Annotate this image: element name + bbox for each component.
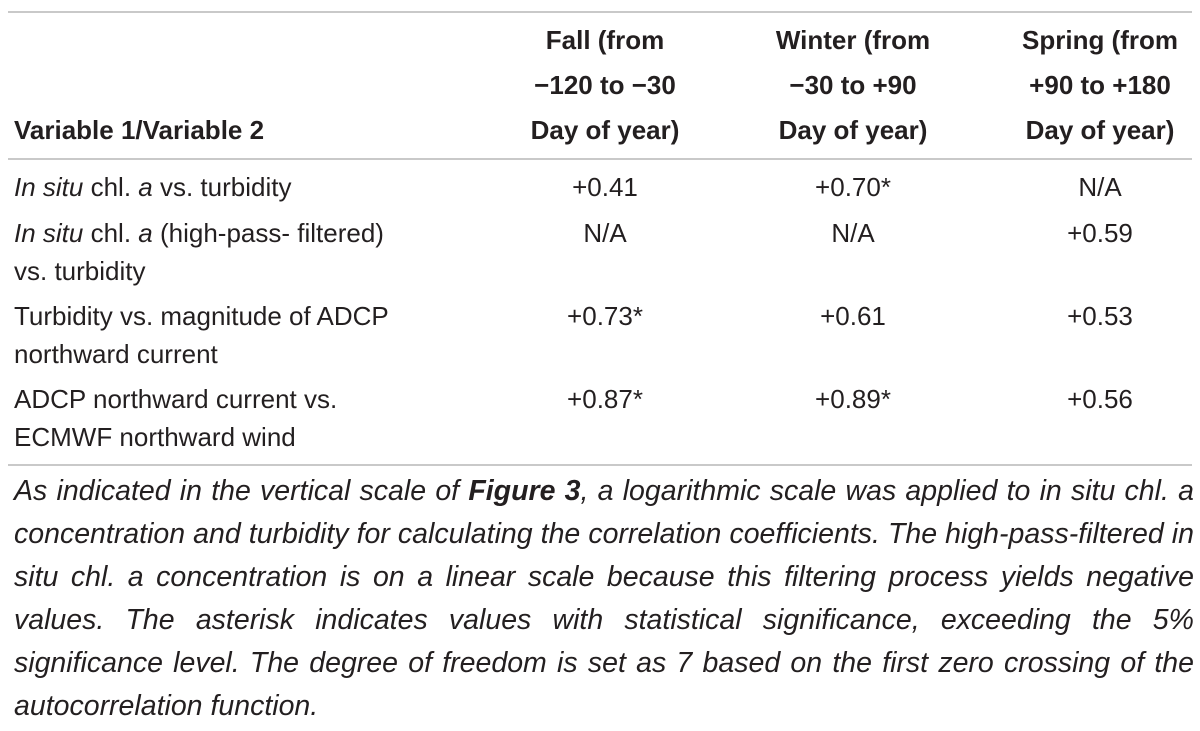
table-footnote bbox=[14, 470, 1194, 728]
header-spring-line1: Spring (from bbox=[1022, 25, 1178, 55]
row-1-label-italic: In situ bbox=[14, 172, 84, 202]
row-2-label bbox=[14, 214, 474, 290]
row-4-winter: +0.89* bbox=[815, 384, 891, 414]
header-winter-line3: Day of year) bbox=[778, 115, 928, 145]
row-3-fall: +0.73* bbox=[567, 301, 643, 331]
row-2-winter: N/A bbox=[831, 218, 875, 248]
row-2-fall: N/A bbox=[583, 218, 627, 248]
header-fall-line1: Fall (from bbox=[545, 25, 665, 55]
row-1-label-rest: vs. turbidity bbox=[152, 172, 292, 202]
row-2-label-line2: vs. turbidity bbox=[14, 256, 146, 286]
footnote-part2: , a logarithmic scale was applied to in situ chl. a concentration and turbidity for calculating the correlation coefficients. The high-pass-filtered in situ chl. a concentration is on a linear scale because this filtering process yields negative values. The asterisk indicates values with statistical significance, exceeding the 5% significance level. The degree of freedom is set as 7 based on the first zero crossing of the autocorrelation function. bbox=[14, 475, 1194, 722]
row-1-fall: +0.41 bbox=[572, 172, 638, 202]
header-winter-line2: −30 to +90 bbox=[789, 70, 917, 100]
row-1-winter: +0.70* bbox=[815, 172, 891, 202]
row-2-label-a: a bbox=[138, 218, 153, 248]
row-1-label-a: a bbox=[138, 172, 153, 202]
table-header-rule bbox=[8, 158, 1192, 160]
row-2-spring: +0.59 bbox=[1067, 218, 1133, 248]
row-3-label bbox=[14, 297, 474, 373]
table-bottom-rule bbox=[8, 464, 1192, 466]
row-4-label bbox=[14, 380, 474, 456]
row-3-label-line2: northward current bbox=[14, 339, 218, 369]
row-2-label-line1 bbox=[14, 214, 474, 252]
header-variable: Variable 1/Variable 2 bbox=[14, 115, 265, 145]
footnote-part1: As indicated in the vertical scale of bbox=[14, 475, 469, 507]
header-winter bbox=[750, 18, 956, 153]
header-fall-line3: Day of year) bbox=[530, 115, 680, 145]
row-1-label-chl: chl. bbox=[83, 172, 139, 202]
header-fall bbox=[505, 18, 705, 153]
row-4-label-line2: ECMWF northward wind bbox=[14, 422, 296, 452]
row-2-label-italic: In situ bbox=[14, 218, 84, 248]
row-4-fall: +0.87* bbox=[567, 384, 643, 414]
header-winter-line1: Winter (from bbox=[775, 25, 931, 55]
row-3-spring: +0.53 bbox=[1067, 301, 1133, 331]
header-spring-line2: +90 to +180 bbox=[1029, 70, 1171, 100]
row-3-winter: +0.61 bbox=[820, 301, 886, 331]
row-2-label-filtered: (high-pass- filtered) bbox=[152, 218, 384, 248]
row-4-label-line1: ADCP northward current vs. bbox=[14, 384, 338, 414]
row-1-label bbox=[14, 168, 474, 206]
table-top-rule bbox=[8, 11, 1192, 13]
header-spring bbox=[1000, 18, 1200, 153]
row-1-spring: N/A bbox=[1078, 172, 1122, 202]
row-3-label-line1: Turbidity vs. magnitude of ADCP bbox=[14, 301, 389, 331]
header-fall-line2: −120 to −30 bbox=[534, 70, 676, 100]
row-2-label-chl: chl. bbox=[83, 218, 139, 248]
header-spring-line3: Day of year) bbox=[1025, 115, 1175, 145]
row-4-spring: +0.56 bbox=[1067, 384, 1133, 414]
figure-3-link[interactable]: Figure 3 bbox=[468, 475, 581, 507]
